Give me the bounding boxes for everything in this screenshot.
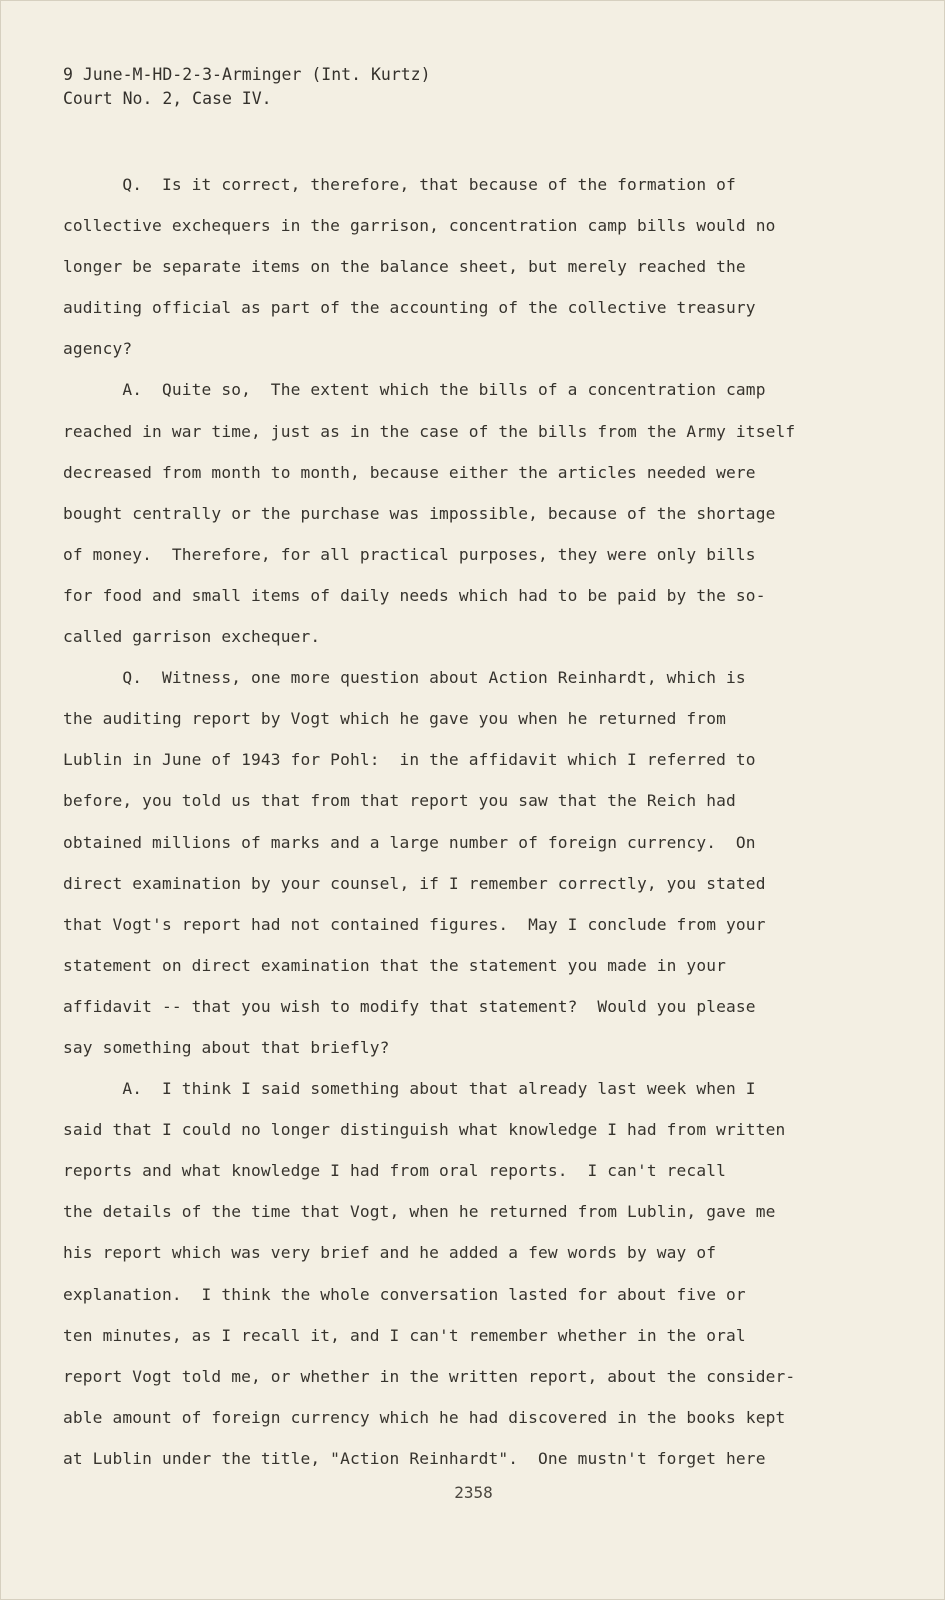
header-line-2: Court No. 2, Case IV. bbox=[63, 89, 272, 108]
text-line: affidavit -- that you wish to modify that statement? Would you please bbox=[63, 996, 756, 1016]
testimony-body bbox=[63, 164, 823, 1479]
text-line: the auditing report by Vogt which he gave you when he returned from bbox=[63, 709, 727, 729]
text-line: called garrison exchequer. bbox=[63, 627, 321, 647]
text-line: A. I think I said something about that already last week when I bbox=[63, 1079, 756, 1099]
text-line: longer be separate items on the balance sheet, but merely reached the bbox=[63, 257, 746, 277]
text-line: explanation. I think the whole conversation lasted for about five or bbox=[63, 1284, 746, 1304]
header-line-1: 9 June-M-HD-2-3-Arminger (Int. Kurtz) bbox=[63, 65, 431, 84]
text-line: direct examination by your counsel, if I remember correctly, you stated bbox=[63, 873, 766, 893]
text-line: collective exchequers in the garrison, concentration camp bills would no bbox=[63, 216, 776, 236]
text-line: report Vogt told me, or whether in the written report, about the consider- bbox=[63, 1366, 796, 1386]
page-number: 2358 bbox=[454, 1483, 493, 1502]
text-line: A. Quite so, The extent which the bills of a concentration camp bbox=[63, 380, 766, 400]
text-line: the details of the time that Vogt, when he returned from Lublin, gave me bbox=[63, 1202, 776, 1222]
text-line: reports and what knowledge I had from oral reports. I can't recall bbox=[63, 1161, 727, 1181]
text-line: reached in war time, just as in the case of the bills from the Army itself bbox=[63, 421, 796, 441]
text-line: before, you told us that from that report you saw that the Reich had bbox=[63, 791, 736, 811]
text-line: auditing official as part of the accounting of the collective treasury bbox=[63, 298, 756, 318]
text-line: bought centrally or the purchase was impossible, because of the shortage bbox=[63, 503, 776, 523]
text-line: statement on direct examination that the statement you made in your bbox=[63, 955, 727, 975]
text-line: say something about that briefly? bbox=[63, 1037, 390, 1057]
text-line: Q. Is it correct, therefore, that because of the formation of bbox=[63, 175, 736, 194]
text-line: his report which was very brief and he added a few words by way of bbox=[63, 1243, 717, 1263]
text-line: said that I could no longer distinguish what knowledge I had from written bbox=[63, 1120, 786, 1140]
text-line: agency? bbox=[63, 339, 133, 359]
text-line: that Vogt's report had not contained figures. May I conclude from your bbox=[63, 914, 766, 934]
text-line: of money. Therefore, for all practical purposes, they were only bills bbox=[63, 544, 756, 564]
text-line: obtained millions of marks and a large number of foreign currency. On bbox=[63, 832, 756, 852]
text-line: Lublin in June of 1943 for Pohl: in the affidavit which I referred to bbox=[63, 750, 756, 770]
text-line: able amount of foreign currency which he had discovered in the books kept bbox=[63, 1407, 786, 1427]
text-line: for food and small items of daily needs which had to be paid by the so- bbox=[63, 585, 766, 605]
text-line: decreased from month to month, because either the articles needed were bbox=[63, 462, 756, 482]
text-line: at Lublin under the title, "Action Reinhardt". One mustn't forget here bbox=[63, 1448, 766, 1468]
text-line: ten minutes, as I recall it, and I can't remember whether in the oral bbox=[63, 1325, 746, 1345]
text-line: Q. Witness, one more question about Action Reinhardt, which is bbox=[63, 668, 746, 688]
document-header bbox=[63, 63, 431, 111]
